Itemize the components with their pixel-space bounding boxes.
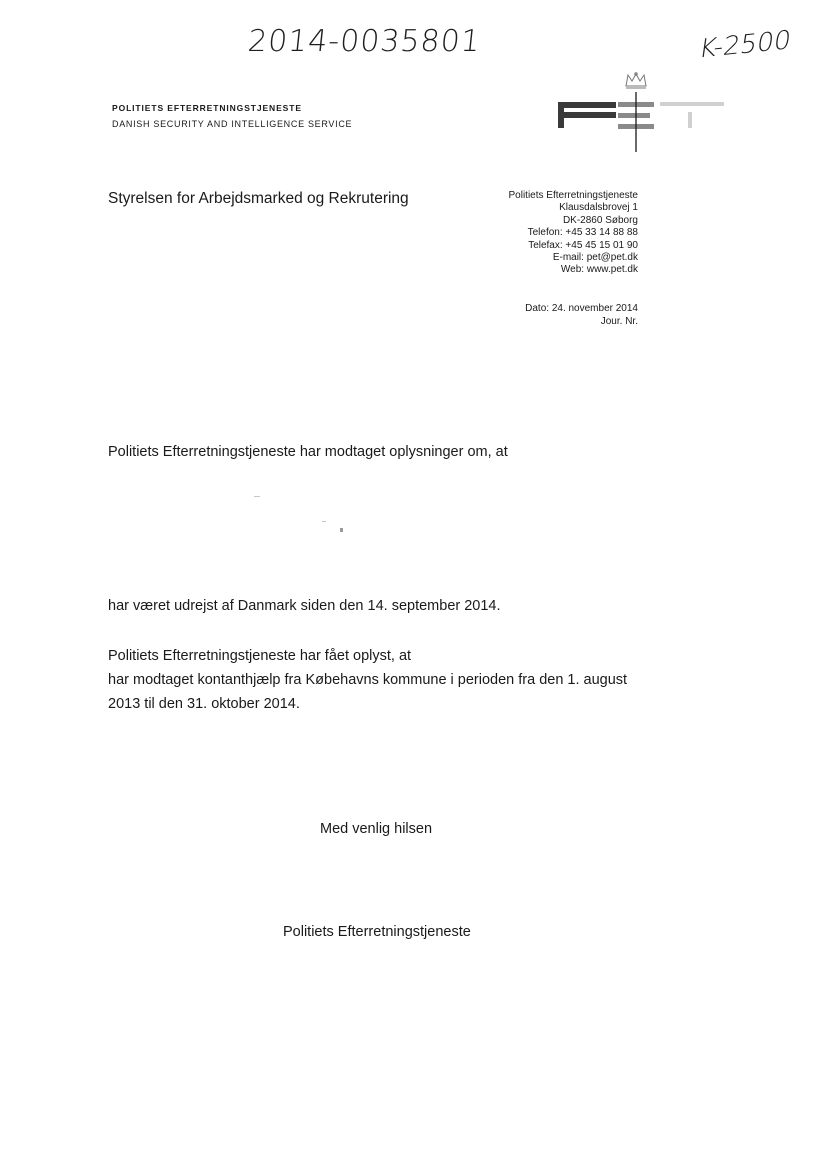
date-block: [470, 302, 638, 328]
body-paragraph-2: har været udrejst af Danmark siden den 14. september 2014.: [108, 598, 501, 614]
org-name-danish: POLITIETS EFTERRETNINGSTJENESTE: [112, 103, 302, 113]
date-line: Dato: 24. november 2014: [525, 303, 638, 314]
redaction-mark: [254, 496, 260, 497]
paragraph-line: Politiets Efterretningstjeneste har fået oplyst, at: [108, 648, 412, 664]
signature: Politiets Efterretningstjeneste: [283, 924, 471, 940]
sender-line: E-mail: pet@pet.dk: [552, 252, 638, 264]
org-name-english: DANISH SECURITY AND INTELLIGENCE SERVICE: [112, 119, 353, 129]
recipient-name: Styrelsen for Arbejdsmarked og Rekrutering: [108, 190, 409, 207]
logo-letter-p: [558, 102, 616, 128]
sender-line: Telefon: +45 33 14 88 88: [527, 227, 638, 239]
crown-icon: [626, 73, 646, 88]
body-paragraph-3: [108, 644, 668, 716]
closing-salutation: Med venlig hilsen: [320, 821, 433, 837]
sender-line: Telefax: +45 45 15 01 90: [528, 239, 638, 251]
redaction-mark: [340, 528, 343, 532]
sender-line: Web: www.pet.dk: [560, 264, 638, 276]
body-paragraph-1: Politiets Efterretningstjeneste har modtaget oplysninger om, at: [108, 444, 508, 460]
pet-logo: [556, 72, 728, 154]
sender-line: Politiets Efterretningstjeneste: [508, 190, 638, 201]
sender-line: Klausdalsbrovej 1: [559, 202, 638, 214]
paragraph-line: 2013 til den 31. oktober 2014.: [108, 696, 300, 712]
redaction-mark: [322, 521, 326, 522]
logo-letter-t: [660, 102, 724, 128]
paragraph-line: har modtaget kontanthjælp fra Købehavns kommune i perioden fra den 1. august: [108, 672, 628, 688]
handwritten-case-number: 2014-0035801: [246, 24, 483, 59]
handwritten-case-tag: K-2500: [696, 25, 793, 65]
sender-address-block: [470, 190, 638, 277]
journal-number: Jour. Nr.: [600, 316, 638, 327]
sender-line: DK-2860 Søborg: [562, 214, 638, 226]
